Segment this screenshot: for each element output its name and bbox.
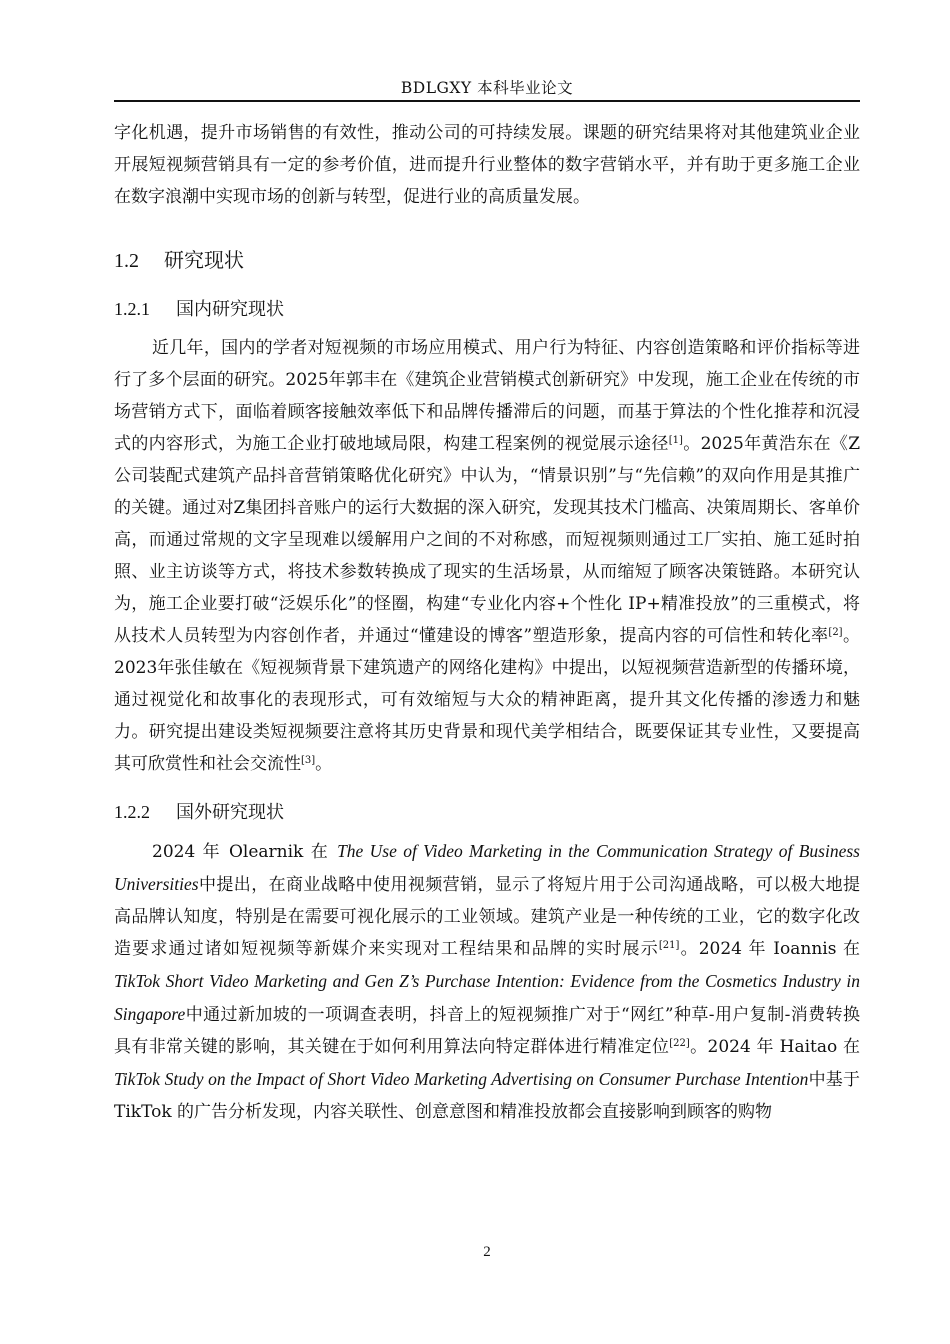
- section-heading-1-2-2: [114, 796, 860, 829]
- foreign-research-paragraph: [114, 835, 860, 1128]
- page-number: 2: [483, 1244, 491, 1260]
- paragraph-text: 。2024 年 Ioannis 在: [679, 939, 860, 959]
- intro-paragraph: 字化机遇，提升市场销售的有效性，推动公司的可持续发展。课题的研究结果将对其他建筑业企业开展短视频营销具有一定的参考价值，进而提升行业整体的数字营销水平，并有助于更多施工企业在数字浪潮中实现市场的创新与转型，促进行业的高质量发展。: [114, 123, 860, 207]
- citation-ref: [2]: [828, 627, 843, 638]
- section-heading-1-2: [114, 244, 860, 277]
- subsection-number: 1.2.2: [114, 802, 150, 822]
- domestic-research-paragraph: [114, 332, 860, 780]
- section-title: 研究现状: [164, 248, 244, 272]
- subsection-title: 国外研究现状: [176, 802, 284, 823]
- paragraph-text: 中提出，在商业战略中使用视频营销，显示了将短片用于公司沟通战略，可以极大地提高品牌认知度，特别是在需要可视化展示的工业领域。建筑产业是一种传统的工业，它的数字化改造要求通过诸如短视频等新媒介来实现对工程结果和品牌的实时展示: [114, 875, 860, 959]
- paragraph-text: 中通过新加坡的一项调查表明，抖音上的短视频推广对于“网红”种草-用户复制-消费转换具有非常关键的影响，其关键在于如何利用算法向特定群体进行精准定位: [114, 1005, 860, 1057]
- section-number: 1.2: [114, 250, 139, 272]
- page-header: BDLGXY 本科毕业论文: [400, 79, 574, 97]
- paragraph-text: 。: [315, 754, 333, 774]
- citation-ref: [22]: [669, 1038, 690, 1049]
- cited-title: TikTok Study on the Impact of Short Video Marketing Advertising on Consumer Purchase Intention: [114, 1069, 809, 1089]
- paragraph-text: 中基于 TikTok 的广告分析发现，内容关联性、创意意图和精准投放都会直接影响到顾客的购物: [114, 1070, 860, 1122]
- subsection-title: 国内研究现状: [176, 299, 284, 320]
- header-divider: [114, 100, 860, 102]
- citation-ref: [21]: [658, 940, 680, 951]
- paragraph-text: 近几年，国内的学者对短视频的市场应用模式、用户行为特征、内容创造策略和评价指标等进行了多个层面的研究。2025年郭丰在《建筑企业营销模式创新研究》中发现，施工企业在传统的市场营销方式下，面临着顾客接触效率低下和品牌传播滞后的问题，而基于算法的个性化推荐和沉浸式的内容形式，为施工企业打破地域局限，构建工程案例的视觉展示途径: [114, 338, 860, 454]
- page-content: [114, 117, 860, 1128]
- citation-ref: [1]: [668, 435, 683, 446]
- paragraph-text: 2024 年 Olearnik 在: [152, 842, 338, 862]
- subsection-number: 1.2.1: [114, 299, 150, 319]
- paragraph-text: 。2023年张佳敏在《短视频背景下建筑遗产的网络化建构》中提出，以短视频营造新型的传播环境，通过视觉化和故事化的表现形式，可有效缩短与大众的精神距离，提升其文化传播的渗透力和魅力。研究提出建设类短视频要注意将其历史背景和现代美学相结合，既要保证其专业性，又要提高其可欣赏性和社会交流性: [114, 626, 860, 774]
- paragraph-text: 。2024 年 Haitao 在: [689, 1037, 861, 1057]
- paragraph-text: 。2025年黄浩东在《Z公司装配式建筑产品抖音营销策略优化研究》中认为，“情景识别”与“先信赖”的双向作用是其推广的关键。通过对Z集团抖音账户的运行大数据的深入研究，发现其技术门槛高、决策周期长、客单价高，而通过常规的文字呈现难以缓解用户之间的不对称感，而短视频则通过工厂实拍、施工延时拍照、业主访谈等方式，将技术参数转换成了现实的生活场景，从而缩短了顾客决策链路。本研究认为，施工企业要打破“泛娱乐化”的怪圈，构建“专业化内容+个性化 IP+精准投放”的三重模式，将从技术人员转型为内容创作者，并通过“懂建设的博客”塑造形象，提高内容的可信性和转化率: [114, 434, 861, 646]
- citation-ref: [3]: [301, 755, 316, 766]
- cited-title: TikTok Short Video Marketing and Gen Z’s Purchase Intention: Evidence from the Cosmetics Industry in Singapore: [114, 971, 860, 1024]
- cited-title: The Use of Video Marketing in the Communication Strategy of Business Universities: [114, 841, 860, 894]
- section-heading-1-2-1: [114, 293, 860, 326]
